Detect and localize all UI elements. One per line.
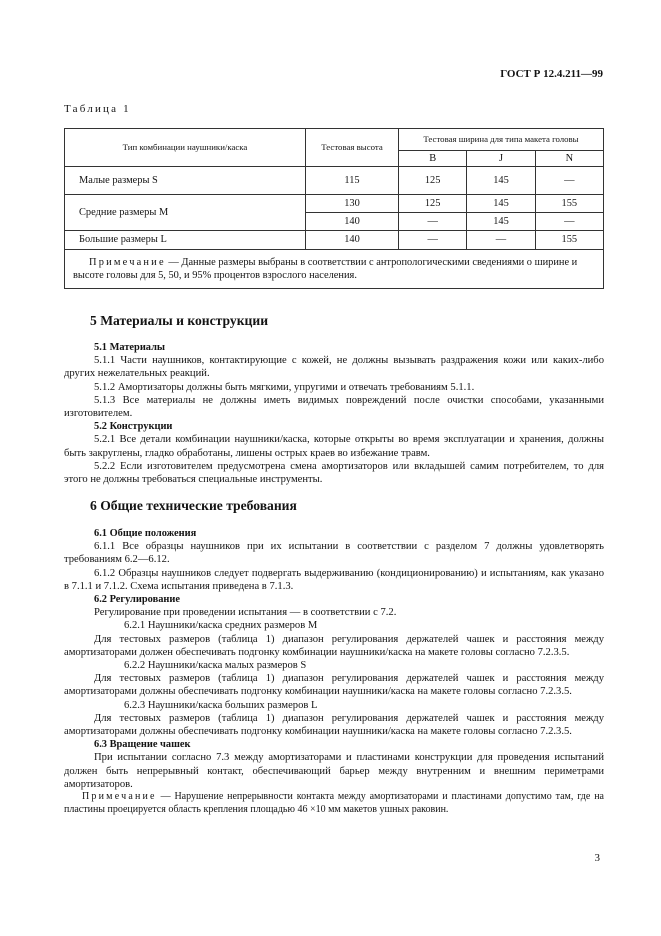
cell-value: — [399, 231, 467, 250]
paragraph: Для тестовых размеров (таблица 1) диапазон регулирования держателей чашек и расстояния между амортизаторами должны обеспечивать подгонку комбинации наушники/каска на макете головы согласно 7.2.3.5. [64, 673, 604, 698]
col-type-header: Тип комбинации наушники/каска [65, 129, 306, 167]
cell-value: 155 [535, 195, 603, 213]
table-note-row [65, 250, 604, 289]
subsection-6-1-heading: 6.1 Общие положения [94, 528, 197, 539]
col-b-header: B [399, 151, 467, 167]
cell-value: 155 [535, 231, 603, 250]
paragraph: 5.1.2 Амортизаторы должны быть мягкими, упругими и отвечать требованиям 5.1.1. [94, 381, 475, 393]
cell-value: 125 [399, 195, 467, 213]
table-note-label: Примечание [89, 257, 166, 268]
col-j-header: J [467, 151, 535, 167]
paragraph: 5.1.3 Все материалы не должны иметь видимых повреждений после очистки способами, указанными изготовителем. [64, 394, 604, 420]
note-paragraph [64, 791, 604, 816]
paragraph-heading: 6.2.1 Наушники/каска средних размеров M [124, 620, 318, 632]
table-row [65, 231, 604, 250]
subsection-5-2-heading: 5.2 Конструкции [94, 421, 173, 433]
row-small-label: Малые размеры S [65, 167, 306, 195]
col-width-group-header: Тестовая ширина для типа макета головы [399, 129, 604, 151]
cell-value: 140 [306, 231, 399, 250]
cell-value: — [535, 213, 603, 231]
note-label: Примечание [82, 791, 157, 803]
col-n-header: N [535, 151, 603, 167]
table-caption: Таблица 1 [64, 103, 131, 115]
subsection-5-1-heading: 5.1 Материалы [94, 342, 166, 353]
section-6-title: 6 Общие технические требования [90, 498, 297, 513]
paragraph: При испытании согласно 7.3 между амортизаторами и пластинами конструкции для проведения испытаний должен быть непрерывный контакт, обеспечивающий барьер между внутренним и внешним периметрами амортизаторов. [64, 752, 604, 790]
table-row [65, 195, 604, 213]
section-5-title: 5 Материалы и конструкции [90, 313, 269, 328]
cell-value: 145 [467, 167, 535, 195]
paragraph: 5.2.2 Если изготовителем предусмотрена смена амортизаторов или вкладышей самим потребителем, то для этого не должны требоваться специальные инструменты. [64, 460, 604, 486]
note-text: — Нарушение непрерывности контакта между амортизаторами и пластинами допустимо там, где на пластины проецируется область крепления площадью 46 ×10 мм макетов ушных раковин. [64, 791, 604, 815]
cell-value: 130 [306, 195, 399, 213]
cell-value: — [399, 213, 467, 231]
cell-value: 125 [399, 167, 467, 195]
standard-code: ГОСТ Р 12.4.211—99 [500, 68, 603, 80]
section-6-body [64, 527, 604, 816]
subsection-6-3-heading: 6.3 Вращение чашек [94, 739, 191, 751]
subsection-6-2-heading: 6.2 Регулирование [94, 594, 180, 606]
paragraph: 5.2.1 Все детали комбинации наушники/каска, которые открыты во время эксплуатации и хранения, должны быть закруглены, гладко обработаны, лишены острых краев во избежание травм. [64, 434, 604, 459]
col-height-header: Тестовая высота [306, 129, 399, 167]
paragraph-heading: 6.2.2 Наушники/каска малых размеров S [124, 660, 307, 672]
paragraph: 6.1.2 Образцы наушников следует подвергать выдерживанию (кондиционированию) и испытаниям, как указано в 7.1.1 и 7.1.2. Схема испытания приведена в 7.1.3. [64, 567, 604, 592]
paragraph: Регулирование при проведении испытания — в соответствии с 7.2. [94, 607, 397, 619]
cell-value: 145 [467, 195, 535, 213]
cell-value: — [535, 167, 603, 195]
row-medium-label: Средние размеры M [65, 195, 306, 231]
paragraph: 5.1.1 Части наушников, контактирующие с кожей, не должны вызывать раздражения кожи или каких-либо других нежелательных реакций. [64, 355, 604, 380]
cell-value: 140 [306, 213, 399, 231]
table-note-text: — Данные размеры выбраны в соответствии с антропологическими сведениями о ширине и высоте головы для 5, 50, и 95% процентов взрослого населения. [73, 257, 578, 281]
page-number: 3 [594, 852, 600, 864]
table-row [65, 167, 604, 195]
paragraph: Для тестовых размеров (таблица 1) диапазон регулирования держателей чашек и расстояния между амортизаторами должны обеспечивать подгонку комбинации наушники/каска на макете головы согласно 7.2.3.5. [64, 712, 604, 738]
paragraph-heading: 6.2.3 Наушники/каска больших размеров L [124, 699, 318, 711]
cell-value: 145 [467, 213, 535, 231]
paragraph: Для тестовых размеров (таблица 1) диапазон регулирования держателей чашек и расстояния между амортизаторами должен обеспечивать подгонку комбинации наушники/каска на макете головы согласно 7.2.3.5. [64, 633, 604, 658]
row-large-label: Большие размеры L [65, 231, 306, 250]
cell-value: 115 [306, 167, 399, 195]
paragraph: 6.1.1 Все образцы наушников при их испытании в соответствии с разделом 7 должны удовлетворять требованиям 6.2—6.12. [64, 541, 604, 566]
cell-value: — [467, 231, 535, 250]
size-table [64, 128, 604, 289]
section-5-body [64, 341, 604, 486]
